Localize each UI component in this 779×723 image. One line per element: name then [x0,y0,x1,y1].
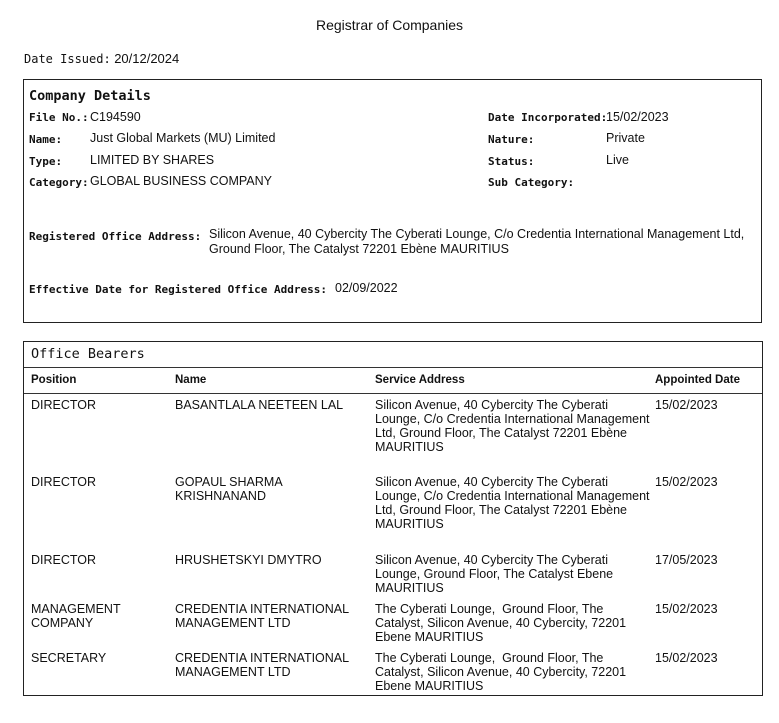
bearer-address-line: Catalyst, Silicon Avenue, 40 Cybercity, 72201 [375,665,627,679]
category-label: Category: [29,176,89,189]
bearer-appointed-cell [655,651,718,665]
bearer-address-line: Lounge, Ground Floor, The Catalyst Ebene [375,567,614,581]
bearer-name-cell [175,475,283,503]
bearer-position-line: DIRECTOR [31,475,97,489]
bearer-position-cell [31,398,96,412]
bearer-name-line: KRISHNANAND [175,489,266,503]
file-no-value: C194590 [90,110,141,124]
bearer-position-cell [31,475,96,489]
bearer-appointed-cell [655,398,718,412]
bearer-appointed-cell [655,475,718,489]
registered-office-label: Registered Office Address: [29,230,202,243]
nature-value: Private [606,131,645,145]
bearer-appointed-line: 15/02/2023 [655,602,718,616]
bearer-name-cell [175,553,322,567]
bearer-appointed-line: 15/02/2023 [655,475,718,489]
date-issued-value: 20/12/2024 [114,51,180,66]
company-name-value: Just Global Markets (MU) Limited [90,131,276,145]
office-bearers-box [23,341,763,696]
bearer-address-line: MAURITIUS [375,581,444,595]
bearer-position-line: SECRETARY [31,651,107,665]
category-value: GLOBAL BUSINESS COMPANY [90,174,272,188]
column-header-appointed-date: Appointed Date [655,374,740,386]
date-issued [24,51,179,66]
bearer-position-cell [31,553,96,567]
column-header-name: Name [175,374,207,386]
bearer-appointed-line: 17/05/2023 [655,553,718,567]
bearer-address-line: MAURITIUS [375,517,444,531]
header-bottom-rule [24,393,762,394]
bearer-appointed-line: 15/02/2023 [655,398,718,412]
bearer-name-cell [175,398,343,412]
effective-date-value: 02/09/2022 [335,281,398,295]
column-header-position: Position [31,374,77,386]
header-top-rule [24,367,762,368]
date-incorporated-label: Date Incorporated: [488,111,608,124]
bearer-appointed-cell [655,602,718,616]
name-label: Name: [29,133,63,146]
bearer-address-line: Ltd, Ground Floor, The Catalyst 72201 Ebène [375,426,628,440]
bearer-address-line: Silicon Avenue, 40 Cybercity The Cyberati [375,398,608,412]
bearer-position-line: DIRECTOR [31,553,97,567]
bearer-name-line: HRUSHETSKYI DMYTRO [175,553,322,567]
document-title: Registrar of Companies [315,17,464,33]
bearer-name-line: BASANTLALA NEETEEN LAL [175,398,344,412]
bearer-appointed-line: 15/02/2023 [655,651,718,665]
sub-category-label: Sub Category: [488,176,575,189]
bearer-position-cell [31,651,106,665]
bearer-address-cell [375,398,650,454]
status-value: Live [606,153,629,167]
office-bearers-heading: Office Bearers [31,346,145,362]
company-details-heading: Company Details [29,88,151,104]
bearer-address-line: Silicon Avenue, 40 Cybercity The Cyberati [375,475,608,489]
bearer-name-line: CREDENTIA INTERNATIONAL [175,651,350,665]
bearer-address-line: Ltd, Ground Floor, The Catalyst 72201 Ebène [375,503,628,517]
column-header-service-address: Service Address [375,374,465,386]
status-label: Status: [488,155,535,168]
bearer-address-line: The Cyberati Lounge, Ground Floor, The [375,602,604,616]
bearer-appointed-cell [655,553,718,567]
bearer-name-cell [175,602,349,630]
type-value: LIMITED BY SHARES [90,153,215,167]
bearer-position-line: DIRECTOR [31,398,97,412]
bearer-address-cell [375,475,650,531]
bearer-position-cell [31,602,121,630]
bearer-name-line: MANAGEMENT LTD [175,665,291,679]
bearer-address-line: Silicon Avenue, 40 Cybercity The Cyberati [375,553,608,567]
bearer-name-line: GOPAUL SHARMA [175,475,283,489]
bearer-position-line: MANAGEMENT [31,602,121,616]
bearer-address-cell [375,553,613,595]
bearer-address-cell [375,651,626,693]
effective-date-label: Effective Date for Registered Office Address: [29,283,328,296]
file-no-label: File No.: [29,111,89,124]
registered-office-address-line2: Ground Floor, The Catalyst 72201 Ebène MAURITIUS [209,242,509,256]
bearer-address-cell [375,602,626,644]
bearer-name-line: CREDENTIA INTERNATIONAL [175,602,350,616]
bearer-address-line: The Cyberati Lounge, Ground Floor, The [375,651,604,665]
bearer-address-line: MAURITIUS [375,440,444,454]
bearer-address-line: Ebene MAURITIUS [375,630,484,644]
company-details-box [23,79,762,323]
bearer-name-line: MANAGEMENT LTD [175,616,291,630]
registered-office-address-line1: Silicon Avenue, 40 Cybercity The Cyberati Lounge, C/o Credentia International Management Ltd, [209,227,745,241]
bearer-position-line: COMPANY [31,616,94,630]
date-issued-label: Date Issued: [24,52,111,66]
bearer-address-line: Ebene MAURITIUS [375,679,484,693]
date-incorporated-value: 15/02/2023 [606,110,669,124]
type-label: Type: [29,155,63,168]
bearer-name-cell [175,651,349,679]
nature-label: Nature: [488,133,535,146]
bearer-address-line: Catalyst, Silicon Avenue, 40 Cybercity, 72201 [375,616,627,630]
bearer-address-line: Lounge, C/o Credentia International Management [375,489,650,503]
bearer-address-line: Lounge, C/o Credentia International Management [375,412,650,426]
